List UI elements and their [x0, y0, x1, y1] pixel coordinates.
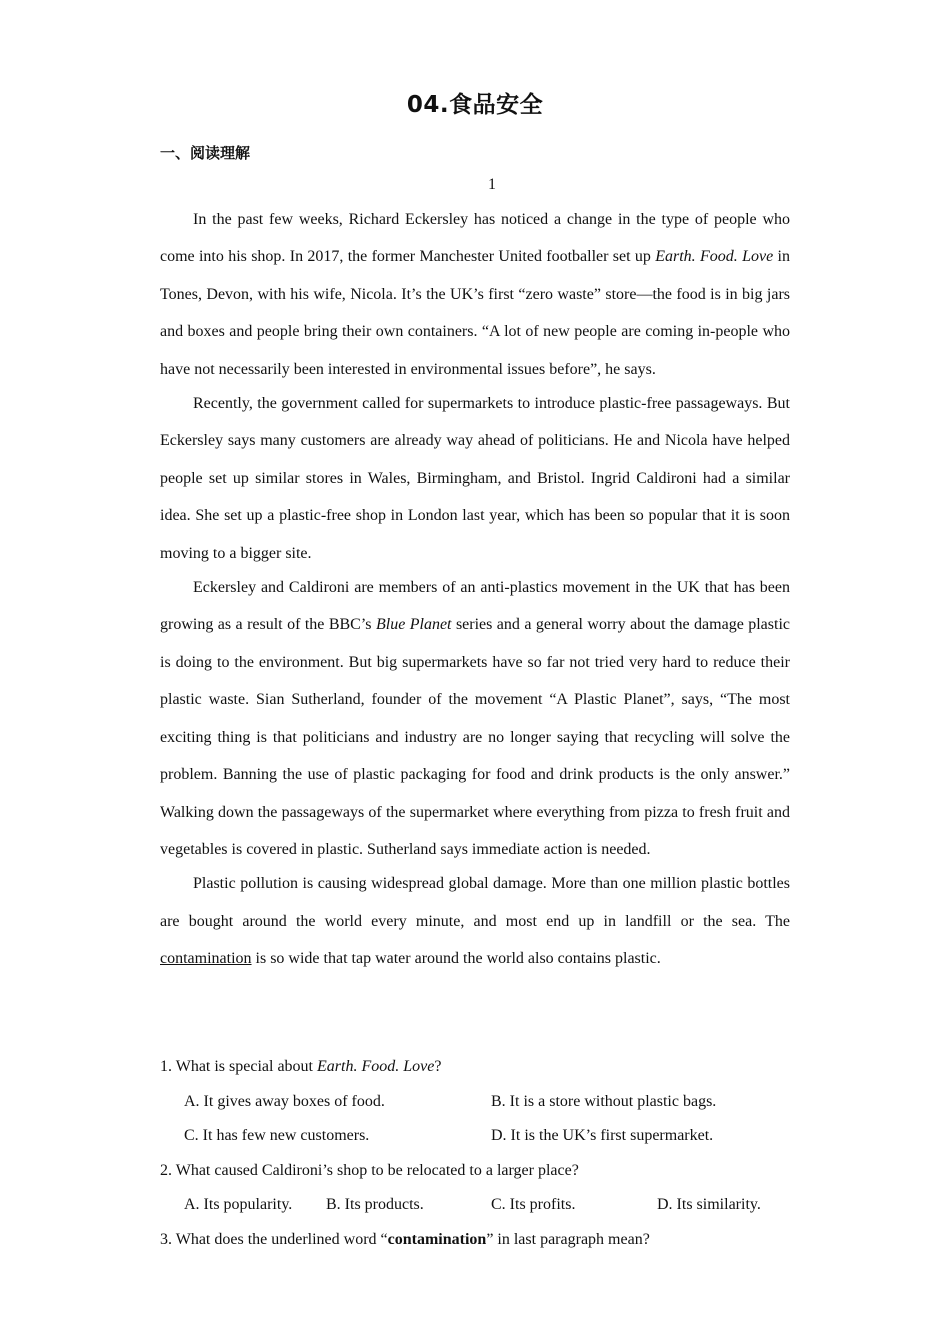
paragraph-1-text-b: in Tones, Devon, with his wife, Nicola. It’s the UK’s first “zero waste” store—the food is in big jars and boxes and people bring their own containers. “A lot of new people are coming in-people who have not necessarily been interested in environmental issues before”, he says.	[160, 248, 790, 378]
question-1-prefix: 1. What is special about	[160, 1058, 317, 1075]
question-1	[160, 1058, 441, 1076]
section-heading: 一、阅读理解	[160, 144, 251, 162]
underlined-word: contamination	[160, 950, 252, 968]
q1-option-c[interactable]: C. It has few new customers.	[184, 1127, 370, 1144]
paragraph-1	[160, 201, 790, 388]
question-3	[160, 1231, 650, 1249]
paragraph-1-text-a: In the past few weeks, Richard Eckersley has noticed a change in the type of people who come into his shop. In 2017, the former Manchester United footballer set up	[160, 211, 790, 266]
paragraph-2: Recently, the government called for supermarkets to introduce plastic-free passageways. But Eckersley says many customers are already way ahead of politicians. He and Nicola have helped people set up similar stores in Wales, Birmingham, and Bristol. Ingrid Caldironi had a similar idea. She set up a plastic-free shop in London last year, which has been so popular that it is soon moving to a bigger site.	[160, 395, 790, 562]
page-title: 04.食品安全	[406, 92, 544, 118]
question-2: 2. What caused Caldironi’s shop to be relocated to a larger place?	[160, 1162, 579, 1179]
paragraph-3-text-b: series and a general worry about the damage plastic is doing to the environment. But big supermarkets have so far not tried very hard to reduce their plastic waste. Sian Sutherland, founder of the movement “A Plastic Planet”, says, “The most exciting thing is that politicians and industry are no longer saying that recycling will solve the problem. Banning the use of plastic packaging for food and drink products is the only answer.” Walking down the passageways of the supermarket where everything from pizza to fresh fruit and vegetables is covered in plastic. Sutherland says immediate action is needed.	[160, 616, 791, 858]
passage-number: 1	[488, 176, 496, 193]
question-1-italic: Earth. Food. Love	[317, 1058, 435, 1075]
question-3-bold-word: contamination	[387, 1231, 487, 1248]
q1-option-a[interactable]: A. It gives away boxes of food.	[184, 1093, 385, 1110]
q1-option-d[interactable]: D. It is the UK’s first supermarket.	[491, 1127, 714, 1144]
shop-name-italic: Earth. Food. Love	[655, 248, 774, 266]
paragraph-4-text-a: Plastic pollution is causing widespread global damage. More than one million plastic bottles are bought around the world every minute, and most end up in landfill or the sea. The	[160, 875, 790, 930]
question-3-prefix: 3. What does the underlined word “	[160, 1231, 388, 1248]
series-name-italic: Blue Planet	[375, 616, 452, 634]
paragraph-3	[160, 569, 790, 868]
q2-option-b[interactable]: B. Its products.	[326, 1196, 424, 1213]
reading-passage	[160, 201, 790, 978]
q2-option-c[interactable]: C. Its profits.	[491, 1196, 576, 1213]
q2-option-d[interactable]: D. Its similarity.	[657, 1196, 761, 1213]
question-3-suffix: ” in last paragraph mean?	[486, 1231, 650, 1248]
paragraph-4	[160, 865, 790, 977]
q2-option-a[interactable]: A. Its popularity.	[184, 1196, 293, 1213]
question-1-suffix: ?	[434, 1058, 442, 1075]
paragraph-3-text-a: Eckersley and Caldironi are members of an anti-plastics movement in the UK that has been growing as a result of the BBC’s	[160, 579, 790, 634]
q1-option-b[interactable]: B. It is a store without plastic bags.	[491, 1093, 717, 1110]
paragraph-4-text-b: is so wide that tap water around the world also contains plastic.	[251, 950, 661, 968]
